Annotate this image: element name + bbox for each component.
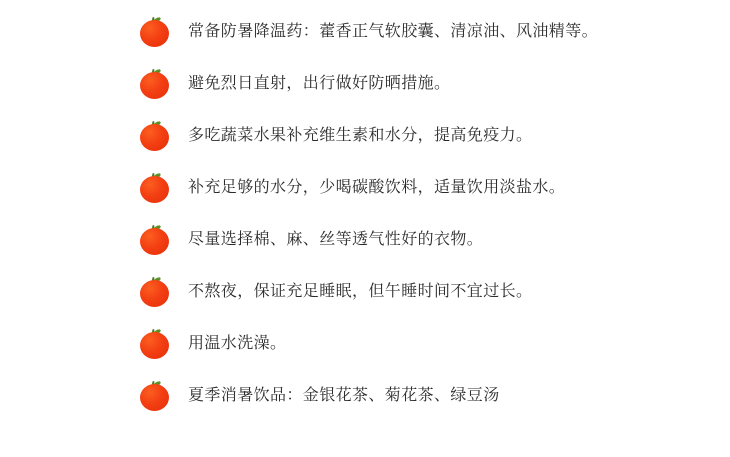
tomato-icon (140, 121, 170, 151)
list-item (0, 318, 730, 370)
tomato-icon (140, 381, 170, 411)
tomato-icon (140, 17, 170, 47)
list-item-text: 多吃蔬菜水果补充维生素和水分，提高免疫力。 (188, 127, 533, 144)
list-item-text: 尽量选择棉、麻、丝等透气性好的衣物。 (188, 231, 484, 248)
list-item-text: 常备防暑降温药：藿香正气软胶囊、清凉油、风油精等。 (188, 23, 599, 40)
tomato-icon (140, 69, 170, 99)
list-item-text: 不熬夜，保证充足睡眠，但午睡时间不宜过长。 (188, 283, 533, 300)
list-item (0, 266, 730, 318)
tomato-icon (140, 329, 170, 359)
tomato-icon (140, 277, 170, 307)
list-item (0, 58, 730, 110)
list-item (0, 370, 730, 422)
tomato-icon (140, 173, 170, 203)
list-item-text: 避免烈日直射，出行做好防晒措施。 (188, 75, 451, 92)
list-item (0, 162, 730, 214)
list-item (0, 110, 730, 162)
tomato-icon (140, 225, 170, 255)
list-item-text: 补充足够的水分，少喝碳酸饮料，适量饮用淡盐水。 (188, 179, 566, 196)
list-item (0, 6, 730, 58)
list-item (0, 214, 730, 266)
list-item-text: 夏季消暑饮品：金银花茶、菊花茶、绿豆汤 (188, 387, 500, 404)
list-item-text: 用温水洗澡。 (188, 335, 287, 352)
